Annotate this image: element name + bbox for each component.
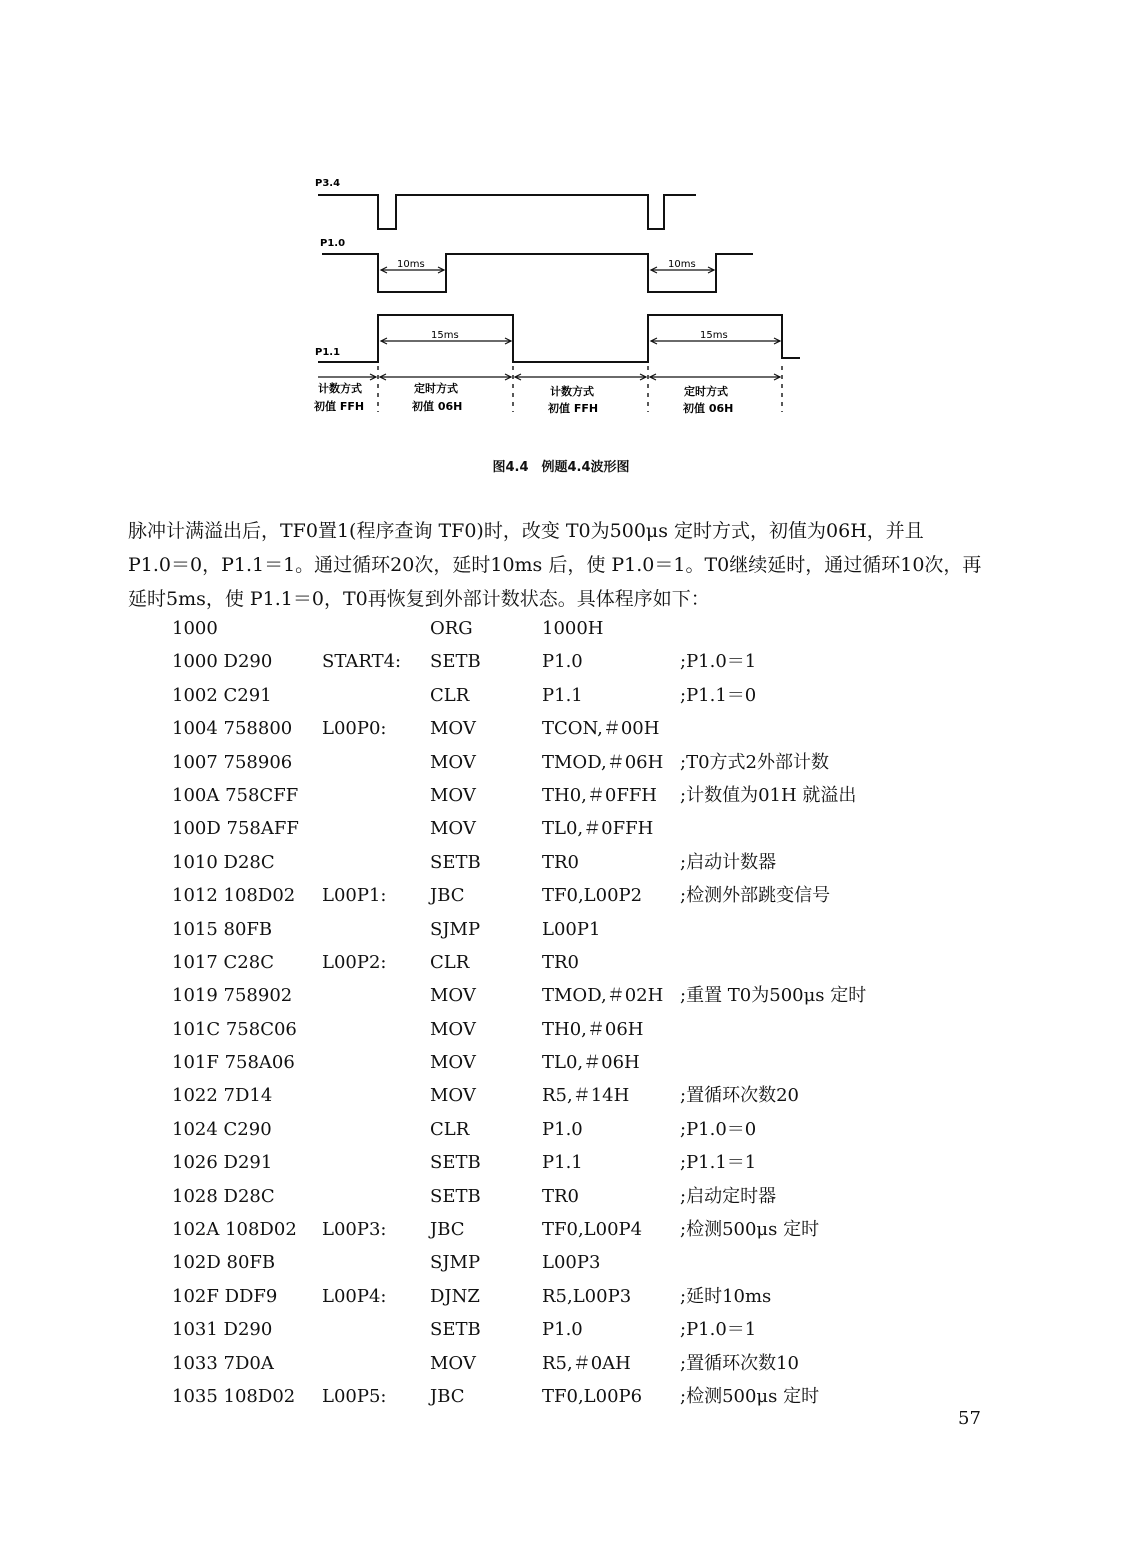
code-opcode: JBC [430, 1219, 465, 1241]
code-opcode: MOV [430, 985, 476, 1007]
code-label: L00P3: [322, 1219, 387, 1241]
code-address: 100A 758CFF [172, 784, 299, 806]
code-opcode: CLR [430, 951, 470, 973]
code-label: L00P0: [322, 718, 387, 740]
code-label: L00P1: [322, 885, 387, 907]
code-opcode: SETB [430, 1319, 481, 1341]
code-comment: ;P1.1＝0 [680, 684, 757, 706]
code-comment: ;计数值为01H 就溢出 [680, 784, 857, 806]
code-opcode: MOV [430, 1018, 476, 1040]
code-label: L00P5: [322, 1385, 387, 1407]
code-label: START4: [322, 651, 402, 673]
code-opcode: MOV [430, 1085, 476, 1107]
code-line [172, 1213, 972, 1246]
assembly-listing [172, 612, 972, 1413]
code-line [172, 1180, 972, 1213]
phase-3-initial: 初值 FFH [548, 402, 599, 415]
code-line [172, 1079, 972, 1112]
code-comment: ;P1.0＝0 [680, 1118, 757, 1140]
code-opcode: SETB [430, 851, 481, 873]
code-address: 1031 D290 [172, 1319, 273, 1341]
code-opcode: MOV [430, 818, 476, 840]
code-address: 101F 758A06 [172, 1052, 295, 1074]
code-operand: TL0,＃0FFH [542, 818, 654, 840]
code-operand: L00P3 [542, 1252, 601, 1274]
phase-4-mode: 定时方式 [684, 385, 728, 398]
figure-caption: 图4.4 例题4.4波形图 [492, 460, 630, 475]
code-line [172, 913, 972, 946]
code-line [172, 1380, 972, 1413]
code-comment: ;延时10ms [680, 1285, 772, 1307]
code-line [172, 1013, 972, 1046]
code-operand: TCON,＃00H [542, 718, 660, 740]
code-address: 1004 758800 [172, 718, 293, 740]
code-opcode: CLR [430, 684, 470, 706]
waveform-p34 [318, 195, 696, 229]
code-address: 1000 [172, 618, 218, 639]
code-line [172, 1146, 972, 1179]
code-address: 102F DDF9 [172, 1285, 278, 1307]
code-opcode: JBC [430, 885, 465, 907]
code-address: 1012 108D02 [172, 885, 296, 907]
phase-1-mode: 计数方式 [318, 382, 362, 395]
p11-duration-label-2: 15ms [700, 330, 728, 341]
code-line [172, 612, 972, 645]
code-opcode: MOV [430, 1352, 476, 1374]
code-operand: R5,＃14H [542, 1085, 630, 1107]
code-line [172, 879, 972, 912]
code-address: 1019 758902 [172, 985, 293, 1007]
code-opcode: SETB [430, 1152, 481, 1174]
p10-duration-label-1: 10ms [397, 259, 425, 270]
phase-3-mode: 计数方式 [550, 385, 594, 398]
code-address: 102A 108D02 [172, 1219, 297, 1241]
code-comment: ;置循环次数20 [680, 1085, 799, 1107]
code-comment: ;检测500μs 定时 [680, 1385, 820, 1407]
body-paragraph [128, 514, 998, 616]
code-address: 1024 C290 [172, 1118, 272, 1140]
code-operand: TMOD,＃02H [542, 985, 664, 1007]
code-operand: TH0,＃06H [542, 1018, 644, 1040]
code-operand: TH0,＃0FFH [542, 784, 658, 806]
code-operand: P1.0 [542, 1319, 583, 1341]
code-address: 1026 D291 [172, 1152, 273, 1174]
code-operand: P1.1 [542, 1152, 583, 1174]
code-opcode: MOV [430, 1052, 476, 1074]
phase-arrows [318, 374, 780, 380]
p10-duration-label-2: 10ms [668, 259, 696, 270]
signal-label-p11: P1.1 [315, 347, 341, 358]
code-address: 1022 7D14 [172, 1085, 273, 1107]
phase-1-initial: 初值 FFH [314, 400, 365, 413]
code-operand: TF0,L00P6 [542, 1385, 643, 1407]
code-comment: ;T0方式2外部计数 [680, 751, 829, 773]
code-address: 102D 80FB [172, 1252, 276, 1274]
code-opcode: CLR [430, 1118, 470, 1140]
code-address: 1035 108D02 [172, 1385, 296, 1407]
code-opcode: DJNZ [430, 1285, 480, 1307]
code-address: 1017 C28C [172, 951, 274, 973]
code-address: 1033 7D0A [172, 1352, 274, 1374]
code-opcode: SJMP [430, 918, 481, 940]
phase-4-initial: 初值 06H [683, 402, 734, 415]
code-line [172, 1313, 972, 1346]
page-number: 57 [958, 1408, 981, 1429]
code-opcode: SETB [430, 1185, 481, 1207]
code-line [172, 779, 972, 812]
code-line [172, 1246, 972, 1279]
code-address: 100D 758AFF [172, 818, 299, 840]
p11-duration-label-1: 15ms [431, 330, 459, 341]
phase-2-initial: 初值 06H [412, 400, 463, 413]
signal-label-p10: P1.0 [320, 238, 346, 249]
code-comment: ;置循环次数10 [680, 1352, 799, 1374]
code-operand: P1.0 [542, 1118, 583, 1140]
code-operand: TF0,L00P2 [542, 885, 643, 907]
paragraph-line: 延时5ms，使 P1.1＝0，T0再恢复到外部计数状态。具体程序如下： [128, 588, 710, 610]
code-address: 101C 758C06 [172, 1018, 297, 1040]
code-opcode: ORG [430, 618, 473, 639]
code-comment: ;启动定时器 [680, 1185, 777, 1207]
code-line [172, 1046, 972, 1079]
code-line [172, 1347, 972, 1380]
code-address: 1007 758906 [172, 751, 293, 773]
code-operand: P1.0 [542, 651, 583, 673]
code-address: 1015 80FB [172, 918, 273, 940]
code-operand: TMOD,＃06H [542, 751, 664, 773]
signal-label-p34: P3.4 [315, 178, 341, 189]
code-line [172, 746, 972, 779]
code-comment: ;重置 T0为500μs 定时 [680, 985, 867, 1007]
code-line [172, 1113, 972, 1146]
code-line [172, 645, 972, 678]
code-opcode: JBC [430, 1385, 465, 1407]
code-operand: TF0,L00P4 [542, 1219, 643, 1241]
code-line [172, 1280, 972, 1313]
waveform-p11 [318, 315, 800, 362]
code-operand: TR0 [542, 951, 580, 973]
code-opcode: SJMP [430, 1252, 481, 1274]
waveform-figure [0, 0, 1122, 440]
code-address: 1028 D28C [172, 1185, 275, 1207]
code-operand: TR0 [542, 851, 580, 873]
code-operand: P1.1 [542, 684, 583, 706]
code-label: L00P4: [322, 1285, 387, 1307]
code-address: 1002 C291 [172, 684, 272, 706]
code-opcode: MOV [430, 784, 476, 806]
code-line [172, 812, 972, 845]
phase-2-mode: 定时方式 [414, 382, 458, 395]
paragraph-line: P1.0＝0，P1.1＝1。通过循环20次，延时10ms 后，使 P1.0＝1。T0继续延时，通过循环10次，再 [128, 554, 982, 576]
code-operand: L00P1 [542, 918, 601, 940]
code-operand: TR0 [542, 1185, 580, 1207]
code-comment: ;启动计数器 [680, 851, 777, 873]
code-operand: 1000H [542, 618, 604, 639]
code-line [172, 979, 972, 1012]
code-operand: R5,L00P3 [542, 1285, 632, 1307]
code-opcode: MOV [430, 718, 476, 740]
code-comment: ;P1.1＝1 [680, 1152, 757, 1174]
code-opcode: SETB [430, 651, 481, 673]
code-comment: ;检测外部跳变信号 [680, 885, 831, 907]
code-comment: ;P1.0＝1 [680, 1319, 757, 1341]
code-line [172, 946, 972, 979]
code-line [172, 679, 972, 712]
paragraph-line: 脉冲计满溢出后，TF0置1(程序查询 TF0)时，改变 T0为500μs 定时方式，初值为06H，并且 [128, 520, 924, 542]
code-line [172, 846, 972, 879]
code-comment: ;检测500μs 定时 [680, 1219, 820, 1241]
code-address: 1000 D290 [172, 651, 273, 673]
code-opcode: MOV [430, 751, 476, 773]
code-operand: TL0,＃06H [542, 1052, 640, 1074]
code-address: 1010 D28C [172, 851, 275, 873]
code-line [172, 712, 972, 745]
code-label: L00P2: [322, 951, 387, 973]
code-operand: R5,＃0AH [542, 1352, 631, 1374]
code-comment: ;P1.0＝1 [680, 651, 757, 673]
